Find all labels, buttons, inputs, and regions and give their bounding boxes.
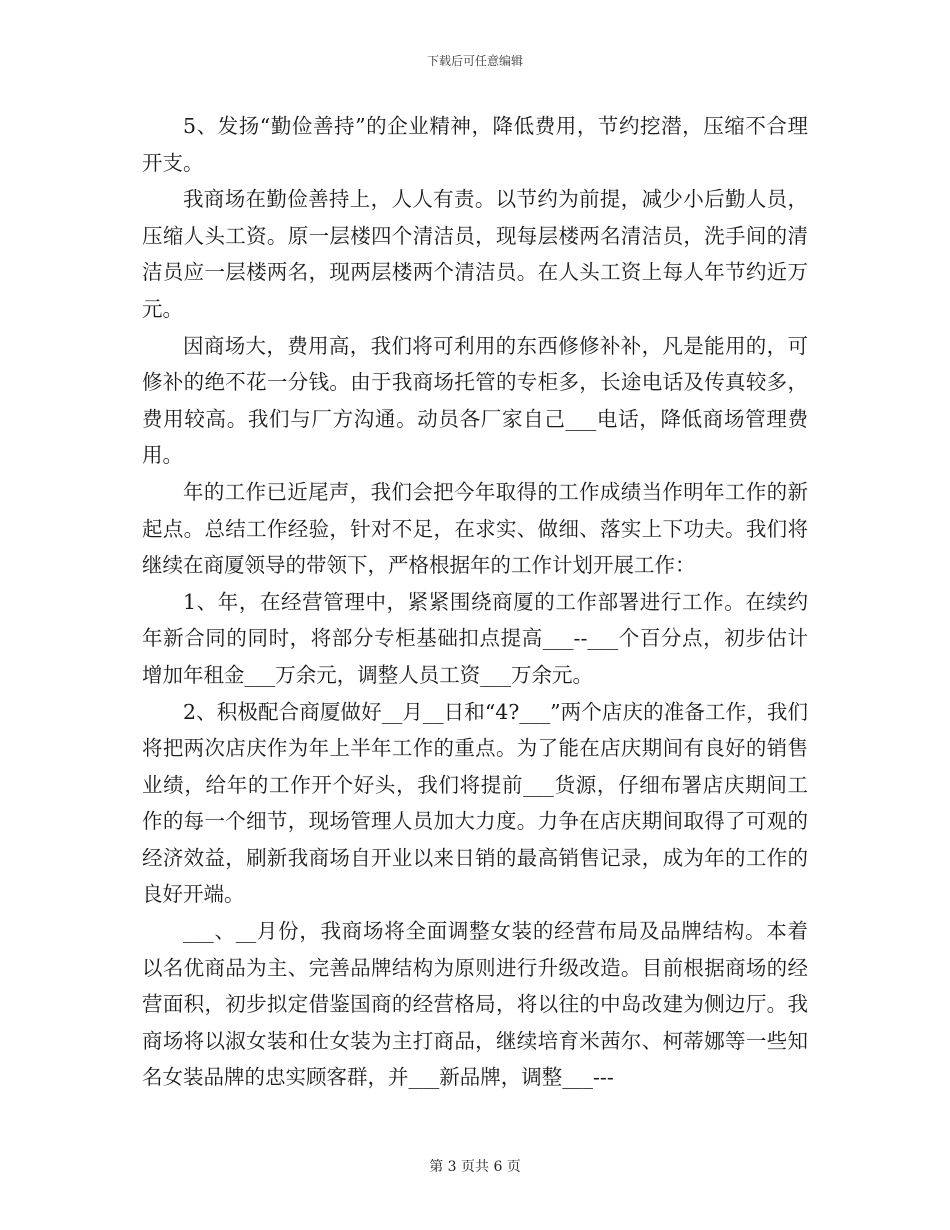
paragraph-year-summary: 年的工作已近尾声，我们会把今年取得的工作成绩当作明年工作的新起点。总结工作经验，针对不足，在求实、做细、落实上下功夫。我们将继续在商厦领导的带领下，严格根据年的工作计划开展工作：: [142, 479, 808, 578]
paragraph-plan-item-2: 2、积极配合商厦做好__月__日和“4?___”两个店庆的准备工作，我们将把两次店庆作为年上半年工作的重点。为了能在店庆期间有良好的销售业绩，给年的工作开个好头，我们将提前___货源，仔细布署店庆期间工作的每一个细节，现场管理人员加大力度。力争在店庆期间取得了可观的经济效益，刷新我商场自开业以来日销的最高销售记录，成为年的工作的良好开端。: [142, 699, 808, 907]
paragraph-staff-reduction: 我商场在勤俭善持上，人人有责。以节约为前提，减少小后勤人员，压缩人头工资。原一层楼四个清洁员，现每层楼两名清洁员，洗手间的清洁员应一层楼两名，现两层楼两个清洁员。在人头工资上每人年节约近万元。: [142, 187, 808, 321]
document-body: [142, 108, 808, 1096]
paragraph-cost-saving-heading: 5、发扬“勤俭善持”的企业精神，降低费用，节约挖潜，压缩不合理开支。: [142, 114, 808, 175]
page-number: 第 3 页共 6 页: [429, 1159, 521, 1175]
page-header-note: 下载后可任意编辑: [426, 54, 523, 68]
paragraph-plan-item-3: ___、__月份，我商场将全面调整女装的经营布局及品牌结构。本着以名优商品为主、完善品牌结构为原则进行升级改造。目前根据商场的经营面积，初步拟定借鉴国商的经营格局，将以往的中岛改建为侧边厅。我商场将以淑女装和仕女装为主打商品，继续培育米茜尔、柯蒂娜等一些知名女装品牌的忠实顾客群，并___新品牌，调整___---: [142, 919, 808, 1090]
paragraph-repair-savings: 因商场大，费用高，我们将可利用的东西修修补补，凡是能用的，可修补的绝不花一分钱。由于我商场托管的专柜多，长途电话及传真较多，费用较高。我们与厂方沟通。动员各厂家自己___电话，降低商场管理费用。: [142, 333, 808, 468]
paragraph-plan-item-1: 1、年，在经营管理中，紧紧围绕商厦的工作部署进行工作。在续约年新合同的同时，将部分专柜基础扣点提高___--___个百分点，初步估计增加年租金___万余元，调整人员工资___万余元。: [142, 589, 808, 687]
